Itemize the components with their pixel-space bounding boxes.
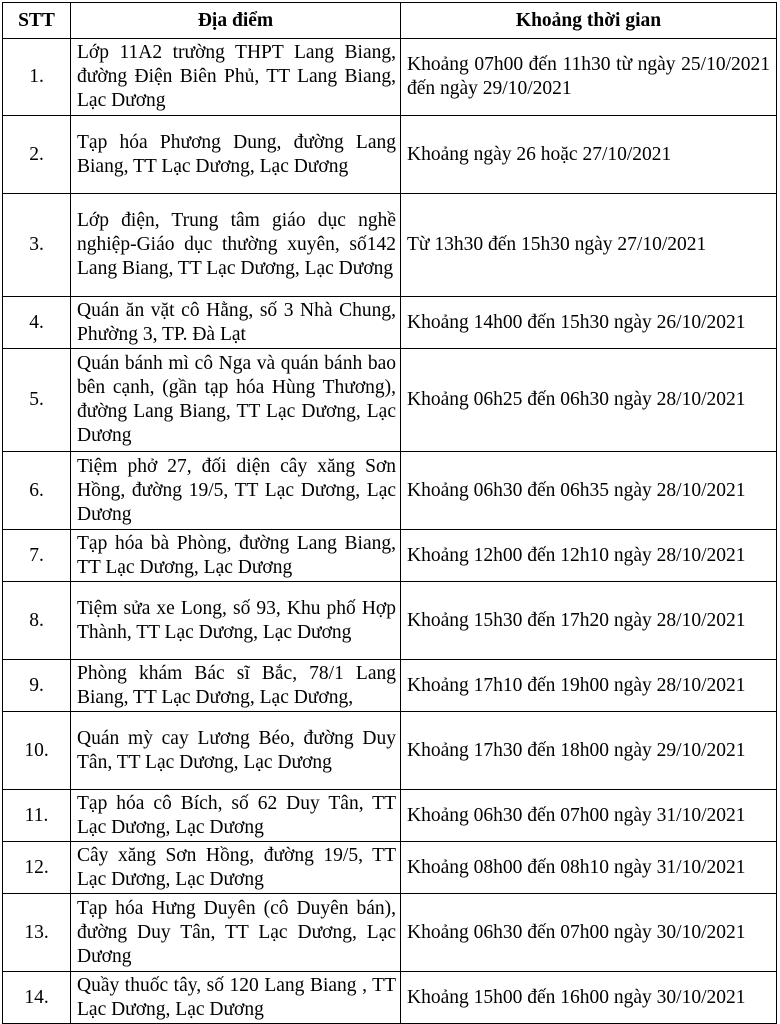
row-location: Tiệm sửa xe Long, số 93, Khu phố Hợp Thành, TT Lạc Dương, Lạc Dương xyxy=(71,582,401,660)
table-row xyxy=(3,39,777,116)
row-time: Khoảng 08h00 đến 08h10 ngày 31/10/2021 xyxy=(401,842,777,894)
row-location: Quán bánh mì cô Nga và quán bánh bao bên cạnh, (gần tạp hóa Hùng Thương), đường Lang Biang, TT Lạc Dương, Lạc Dương xyxy=(71,349,401,452)
row-location: Tạp hóa bà Phòng, đường Lang Biang, TT Lạc Dương, Lạc Dương xyxy=(71,530,401,582)
table-row xyxy=(3,349,777,452)
row-number: 12. xyxy=(3,842,71,894)
table-row xyxy=(3,194,777,297)
row-time: Khoảng 17h30 đến 18h00 ngày 29/10/2021 xyxy=(401,712,777,790)
row-number: 13. xyxy=(3,894,71,972)
row-number: 1. xyxy=(3,39,71,116)
table-row xyxy=(3,582,777,660)
table-row xyxy=(3,842,777,894)
row-number: 10. xyxy=(3,712,71,790)
row-location: Tạp hóa Hưng Duyên (cô Duyên bán), đường Duy Tân, TT Lạc Dương, Lạc Dương xyxy=(71,894,401,972)
row-location: Quầy thuốc tây, số 120 Lang Biang , TT Lạc Dương, Lạc Dương xyxy=(71,972,401,1024)
header-time: Khoảng thời gian xyxy=(401,3,777,39)
row-number: 11. xyxy=(3,790,71,842)
table-row xyxy=(3,660,777,712)
table-row xyxy=(3,894,777,972)
row-number: 2. xyxy=(3,116,71,194)
row-time: Khoảng 06h30 đến 06h35 ngày 28/10/2021 xyxy=(401,452,777,530)
row-time: Từ 13h30 đến 15h30 ngày 27/10/2021 xyxy=(401,194,777,297)
locations-table xyxy=(2,2,777,1024)
row-location: Quán ăn vặt cô Hằng, số 3 Nhà Chung, Phường 3, TP. Đà Lạt xyxy=(71,297,401,349)
row-location: Quán mỳ cay Lương Béo, đường Duy Tân, TT Lạc Dương, Lạc Dương xyxy=(71,712,401,790)
header-location: Địa điểm xyxy=(71,3,401,39)
row-time: Khoảng 15h00 đến 16h00 ngày 30/10/2021 xyxy=(401,972,777,1024)
header-stt: STT xyxy=(3,3,71,39)
row-location: Phòng khám Bác sĩ Bắc, 78/1 Lang Biang, TT Lạc Dương, Lạc Dương, xyxy=(71,660,401,712)
row-location: Cây xăng Sơn Hồng, đường 19/5, TT Lạc Dương, Lạc Dương xyxy=(71,842,401,894)
table-row xyxy=(3,297,777,349)
row-number: 4. xyxy=(3,297,71,349)
row-time: Khoảng 14h00 đến 15h30 ngày 26/10/2021 xyxy=(401,297,777,349)
header-row xyxy=(3,3,777,39)
table-row xyxy=(3,116,777,194)
table-row xyxy=(3,972,777,1024)
row-time: Khoảng 07h00 đến 11h30 từ ngày 25/10/2021 đến ngày 29/10/2021 xyxy=(401,39,777,116)
row-time: Khoảng 06h30 đến 07h00 ngày 31/10/2021 xyxy=(401,790,777,842)
row-number: 5. xyxy=(3,349,71,452)
table-row xyxy=(3,530,777,582)
row-time: Khoảng 17h10 đến 19h00 ngày 28/10/2021 xyxy=(401,660,777,712)
row-time: Khoảng 15h30 đến 17h20 ngày 28/10/2021 xyxy=(401,582,777,660)
row-time: Khoảng ngày 26 hoặc 27/10/2021 xyxy=(401,116,777,194)
row-location: Lớp 11A2 trường THPT Lang Biang, đường Điện Biên Phủ, TT Lang Biang, Lạc Dương xyxy=(71,39,401,116)
row-number: 14. xyxy=(3,972,71,1024)
row-number: 8. xyxy=(3,582,71,660)
row-location: Tiệm phở 27, đối diện cây xăng Sơn Hồng, đường 19/5, TT Lạc Dương, Lạc Dương xyxy=(71,452,401,530)
row-number: 9. xyxy=(3,660,71,712)
table-row xyxy=(3,712,777,790)
row-time: Khoảng 06h30 đến 07h00 ngày 30/10/2021 xyxy=(401,894,777,972)
row-location: Tạp hóa Phương Dung, đường Lang Biang, TT Lạc Dương, Lạc Dương xyxy=(71,116,401,194)
row-location: Tạp hóa cô Bích, số 62 Duy Tân, TT Lạc Dương, Lạc Dương xyxy=(71,790,401,842)
row-number: 7. xyxy=(3,530,71,582)
row-time: Khoảng 06h25 đến 06h30 ngày 28/10/2021 xyxy=(401,349,777,452)
table-row xyxy=(3,790,777,842)
row-time: Khoảng 12h00 đến 12h10 ngày 28/10/2021 xyxy=(401,530,777,582)
table-row xyxy=(3,452,777,530)
row-number: 6. xyxy=(3,452,71,530)
row-number: 3. xyxy=(3,194,71,297)
row-location: Lớp điện, Trung tâm giáo dục nghề nghiệp-Giáo dục thường xuyên, số142 Lang Biang, TT Lạc Dương, Lạc Dương xyxy=(71,194,401,297)
